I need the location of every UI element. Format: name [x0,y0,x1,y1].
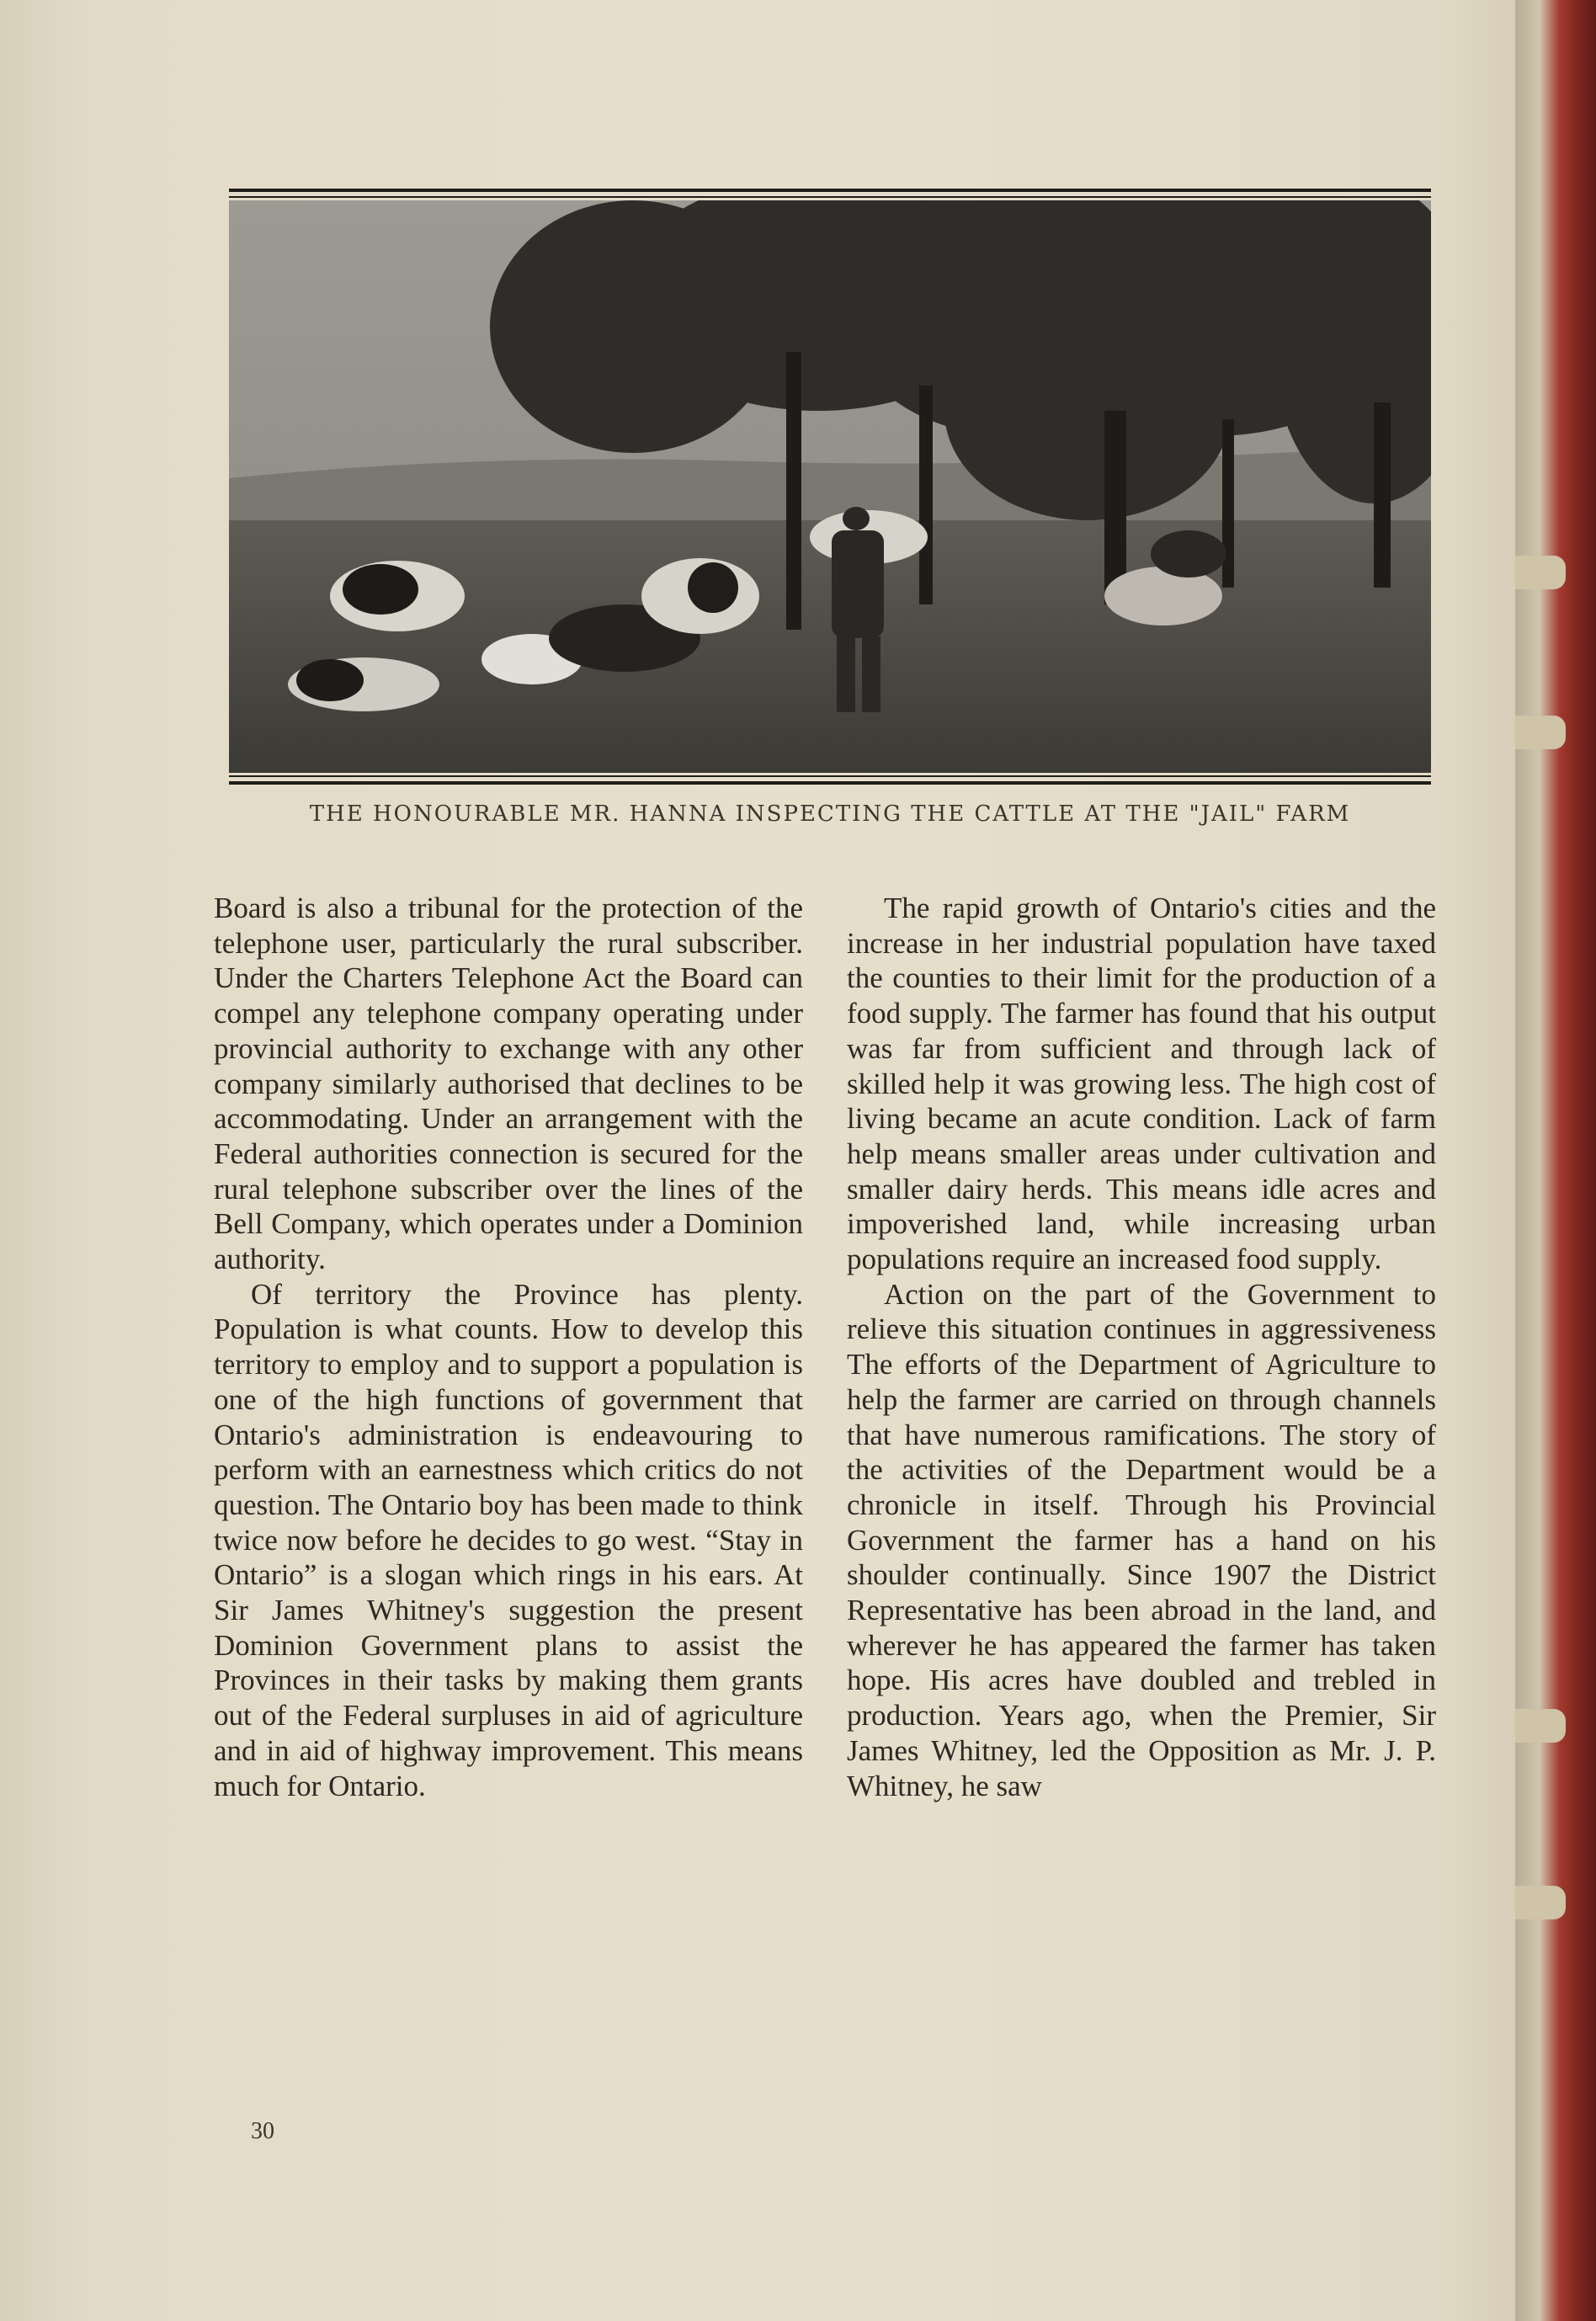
right-column [847,891,1436,1803]
page-edge-tab [1515,716,1566,749]
paragraph: Of territory the Province has plenty. Population is what counts. How to develop this territory to employ and to support a population is one of the high functions of government that Ontario's administration is endeavouring to perform with an earnestness which critics do not question. The Ontario boy has been made to think twice now before he decides to go west. “Stay in Ontario” is a slogan which rings in his ears. At Sir James Whitney's suggestion the present Dominion Government plans to assist the Provinces in their tasks by making them grants out of the Federal surpluses in aid of agriculture and in aid of highway improvement. This means much for Ontario. [214,1277,803,1802]
page-edge-tab [1515,1709,1566,1743]
left-column [214,891,803,1803]
frame-rule [229,196,1431,198]
page-number: 30 [251,2118,274,2144]
frame-rule [229,781,1431,785]
cattle-photograph [229,200,1431,773]
paragraph: The rapid growth of Ontario's cities and the increase in her industrial population have taxed the counties to their limit for the production of a food supply. The farmer has found that his output was far from sufficient and through lack of skilled help it was growing less. The high cost of living became an acute condition. Lack of farm help means smaller areas under cultivation and smaller dairy herds. This means idle acres and impoverished land, while increasing urban populations require an increased food supply. [847,892,1436,1276]
photograph-frame [229,189,1431,785]
book-spine-edge [1515,0,1596,2321]
pasture [229,520,1431,773]
frame-rule [229,189,1431,192]
photo-caption: THE HONOURABLE MR. HANNA INSPECTING THE CATTLE AT THE "JAIL" FARM [309,801,1351,827]
page-edge-tab [1515,1886,1566,1919]
paragraph: Board is also a tribunal for the protection of the telephone user, particularly the rural subscriber. Under the Charters Telephone Act the Board can compel any telephone company operating under provincial authority to exchange with any other company similarly authorised that declines to be accommodating. Under an arrangement with the Federal authorities connection is secured for the rural telephone subscriber over the lines of the Bell Company, which operates under a Dominion authority. [214,892,803,1276]
page-edge-tab [1515,556,1566,589]
frame-rule [229,775,1431,777]
paragraph: Action on the part of the Government to relieve this situation continues in aggressiveness The efforts of the Department of Agriculture to help the farmer are carried on through channels that have numerous ramifications. The story of the activities of the Department would be a chronicle in itself. Through his Provincial Government the farmer has a hand on his shoulder continually. Since 1907 the District Representative has been abroad in the land, and wherever he has appeared the farmer has taken hope. His acres have doubled and trebled in production. Years ago, when the Premier, Sir James Whitney, led the Opposition as Mr. J. P. Whitney, he saw [847,1277,1436,1802]
